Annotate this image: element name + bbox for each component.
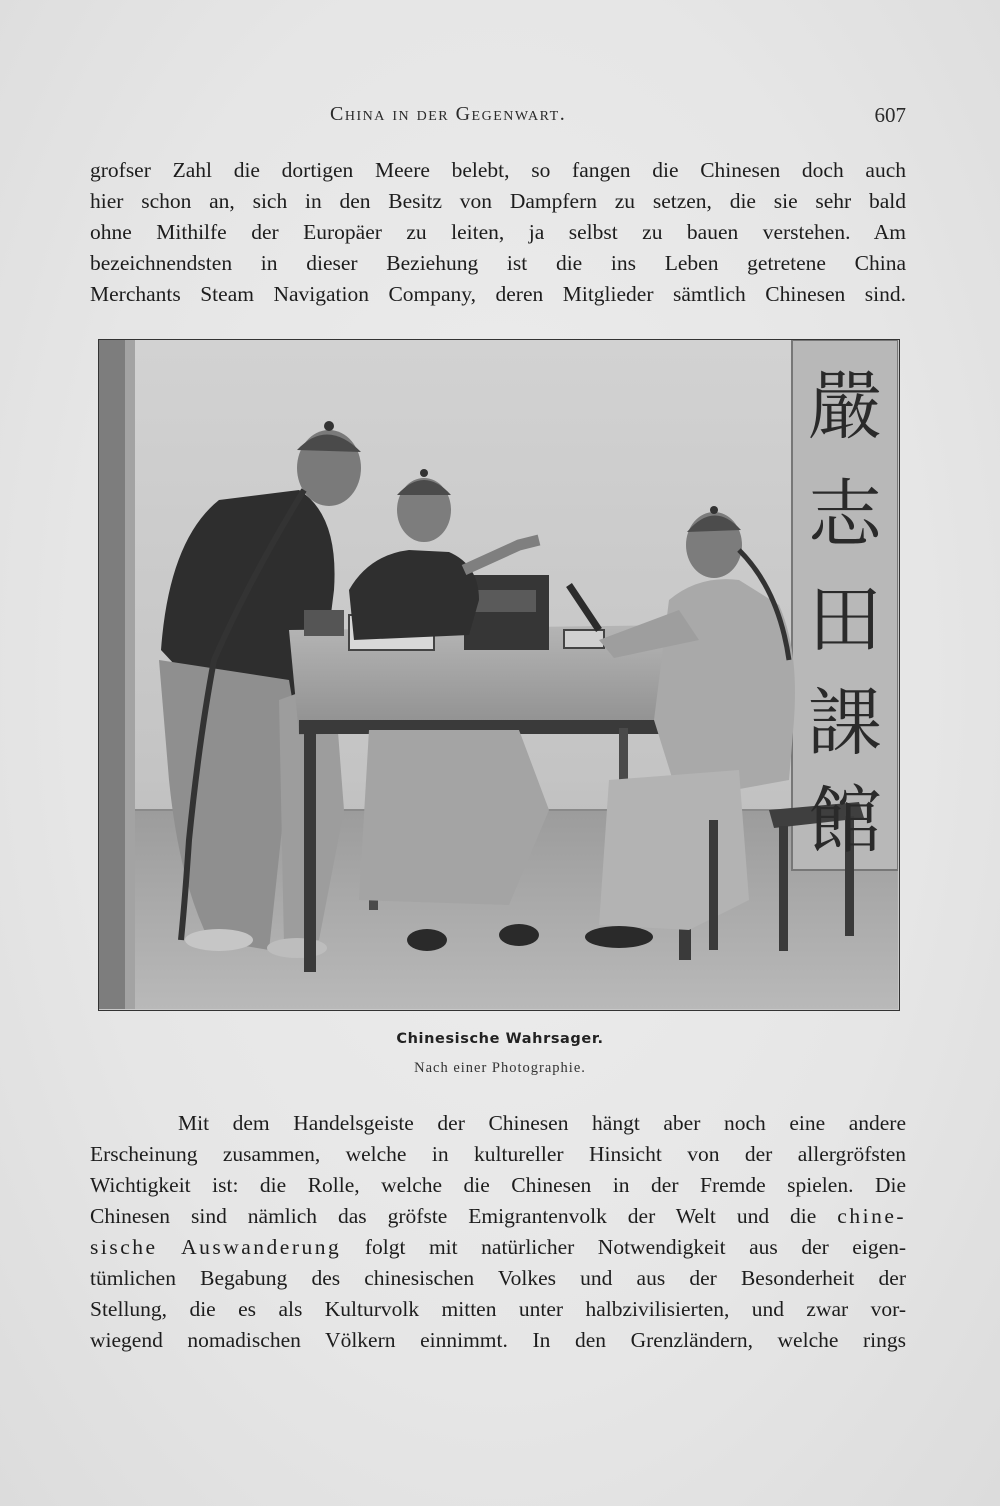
text-line: ohne Mithilfe der Europäer zu leiten, ja selbst zu bauen verstehen. Am: [90, 220, 906, 244]
banner-glyph: 館: [808, 778, 882, 864]
text-line: bezeichnendsten in dieser Beziehung ist die ins Leben getretene China: [90, 251, 906, 275]
paragraph-bottom: [90, 1108, 906, 1356]
text-segment: Chinesen sind nämlich das gröfste Emigrantenvolk der Welt und die: [90, 1204, 817, 1228]
emphasized-word: Auswanderung: [181, 1235, 342, 1259]
paragraph-top: [90, 155, 906, 310]
text-segment: folgt mit natürlicher Notwendigkeit aus der eigen-: [364, 1235, 907, 1259]
text-line: Stellung, die es als Kulturvolk mitten unter halbzivilisierten, und zwar vor-: [90, 1297, 906, 1321]
banner-glyph: 課: [808, 680, 882, 766]
page-number: 607: [874, 103, 906, 127]
emphasized-word: chine-: [837, 1204, 907, 1228]
text-line: Mit dem Handelsgeiste der Chinesen hängt aber noch eine andere: [178, 1111, 906, 1135]
text-line: tümlichen Begabung des chinesischen Volkes und aus der Besonderheit der: [90, 1266, 906, 1290]
figure-caption-credit: Nach einer Photographie.: [414, 1060, 586, 1076]
photo-illustration: [99, 340, 898, 1009]
running-head: [90, 103, 906, 133]
text-line: wiegend nomadischen Völkern einnimmt. In den Grenzländern, welche rings: [90, 1328, 906, 1352]
text-line: Merchants Steam Navigation Company, deren Mitglieder sämtlich Chinesen sind.: [90, 282, 906, 306]
figure-caption-title: Chinesische Wahrsager.: [396, 1031, 604, 1047]
text-line: [90, 1232, 906, 1263]
text-line: Wichtigkeit ist: die Rolle, welche die Chinesen in der Fremde spielen. Die: [90, 1173, 906, 1197]
running-title: China in der Gegenwart.: [330, 103, 567, 125]
text-line: hier schon an, sich in den Besitz von Dampfern zu setzen, die sie sehr bald: [90, 189, 906, 213]
text-line: grofser Zahl die dortigen Meere belebt, so fangen die Chinesen doch auch: [90, 158, 906, 182]
emphasized-word: sische: [90, 1235, 158, 1259]
banner-glyph: 志: [808, 472, 882, 558]
text-line: [90, 1201, 906, 1232]
fortune-tellers-photo: [98, 339, 900, 1011]
banner-glyph: 田: [808, 577, 882, 663]
text-line: Erscheinung zusammen, welche in kultureller Hinsicht von der allergröfsten: [90, 1142, 906, 1166]
banner-glyph: 嚴: [808, 364, 882, 450]
